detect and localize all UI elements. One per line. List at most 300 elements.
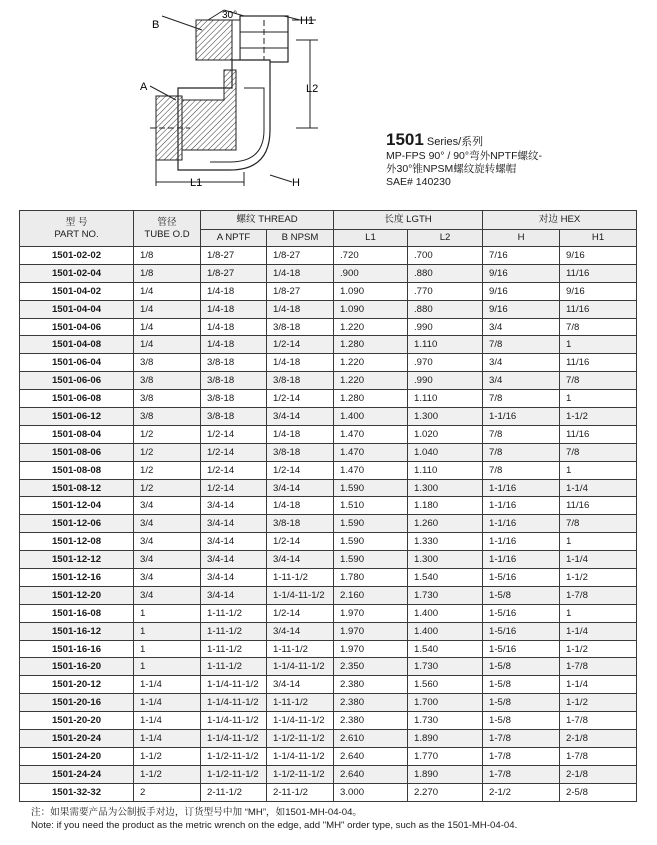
cell-a-nptf: 3/8-18	[201, 372, 267, 390]
cell-tube-od: 3/4	[134, 497, 201, 515]
cell-tube-od: 3/4	[134, 515, 201, 533]
cell-h: 1-5/16	[483, 640, 560, 658]
table-row	[20, 551, 637, 569]
cell-h: 1-1/16	[483, 479, 560, 497]
cell-tube-od: 1	[134, 658, 201, 676]
cell-tube-od: 1/4	[134, 300, 201, 318]
cell-h1: 11/16	[560, 497, 637, 515]
table-row	[20, 694, 637, 712]
cell-l1: 1.220	[334, 318, 408, 336]
cell-b-npsm: 3/8-18	[267, 443, 334, 461]
series-number: 1501	[386, 130, 424, 149]
cell-a-nptf: 1/4-18	[201, 300, 267, 318]
header-length: 长度 LGTH	[334, 211, 483, 230]
cell-part-no: 1501-06-04	[20, 354, 134, 372]
cell-b-npsm: 1/4-18	[267, 425, 334, 443]
cell-l1: 1.280	[334, 336, 408, 354]
cell-tube-od: 1-1/4	[134, 730, 201, 748]
cell-a-nptf: 1-11-1/2	[201, 622, 267, 640]
cell-a-nptf: 1/2-14	[201, 443, 267, 461]
cell-part-no: 1501-32-32	[20, 783, 134, 801]
cell-a-nptf: 1/8-27	[201, 264, 267, 282]
cell-tube-od: 1	[134, 640, 201, 658]
header-h: H	[483, 230, 560, 247]
cell-h1: 1	[560, 336, 637, 354]
cell-tube-od: 3/8	[134, 408, 201, 426]
cell-part-no: 1501-04-04	[20, 300, 134, 318]
header-part-cn: 型 号	[65, 216, 88, 228]
cell-h: 1-7/8	[483, 747, 560, 765]
fitting-drawing	[120, 0, 360, 200]
cell-h1: 1	[560, 461, 637, 479]
cell-l1: 2.380	[334, 694, 408, 712]
table-row	[20, 247, 637, 265]
cell-part-no: 1501-12-20	[20, 586, 134, 604]
cell-l2: 1.330	[408, 533, 483, 551]
cell-b-npsm: 1-1/2-11-1/2	[267, 730, 334, 748]
product-title-block	[386, 130, 542, 189]
cell-b-npsm: 1/2-14	[267, 461, 334, 479]
cell-l2: .990	[408, 318, 483, 336]
cell-a-nptf: 3/4-14	[201, 551, 267, 569]
cell-part-no: 1501-24-20	[20, 747, 134, 765]
cell-part-no: 1501-16-08	[20, 604, 134, 622]
cell-l1: 1.220	[334, 354, 408, 372]
table-row	[20, 586, 637, 604]
cell-h1: 1	[560, 604, 637, 622]
cell-b-npsm: 3/8-18	[267, 318, 334, 336]
cell-l1: 1.090	[334, 282, 408, 300]
header-part-no	[20, 211, 134, 247]
header-h1: H1	[560, 230, 637, 247]
cell-l2: 1.260	[408, 515, 483, 533]
a-label: A	[140, 81, 148, 93]
l1-label: L1	[190, 177, 203, 189]
h1-label: H1	[300, 15, 315, 27]
header-tube-cn: 管径	[157, 216, 177, 228]
cell-l1: 1.470	[334, 443, 408, 461]
cell-part-no: 1501-16-20	[20, 658, 134, 676]
cell-h1: 11/16	[560, 425, 637, 443]
cell-b-npsm: 1-11-1/2	[267, 694, 334, 712]
l2-label: L2	[306, 83, 319, 95]
cell-l1: 1.970	[334, 640, 408, 658]
cell-h: 1-5/16	[483, 569, 560, 587]
cell-l1: 1.470	[334, 461, 408, 479]
cell-l2: 1.400	[408, 604, 483, 622]
cell-h: 1-7/8	[483, 765, 560, 783]
table-row	[20, 497, 637, 515]
cell-a-nptf: 1/2-14	[201, 461, 267, 479]
cell-l1: 2.160	[334, 586, 408, 604]
cell-h: 3/4	[483, 372, 560, 390]
cell-l1: 2.640	[334, 765, 408, 783]
table-row	[20, 264, 637, 282]
cell-b-npsm: 1/2-14	[267, 604, 334, 622]
table-row	[20, 443, 637, 461]
cell-l2: .880	[408, 264, 483, 282]
cell-h1: 11/16	[560, 300, 637, 318]
cell-h1: 11/16	[560, 354, 637, 372]
cell-a-nptf: 1-1/4-11-1/2	[201, 676, 267, 694]
cell-tube-od: 1-1/4	[134, 712, 201, 730]
cell-l2: 1.730	[408, 712, 483, 730]
cell-l2: 1.040	[408, 443, 483, 461]
cell-l1: 2.350	[334, 658, 408, 676]
cell-l1: 1.090	[334, 300, 408, 318]
cell-h1: 9/16	[560, 282, 637, 300]
cell-b-npsm: 1/4-18	[267, 497, 334, 515]
cell-tube-od: 1/4	[134, 318, 201, 336]
cell-l1: 1.590	[334, 515, 408, 533]
cell-b-npsm: 1/2-14	[267, 533, 334, 551]
cell-h1: 1-1/4	[560, 622, 637, 640]
cell-h1: 9/16	[560, 247, 637, 265]
cell-h: 7/8	[483, 336, 560, 354]
cell-tube-od: 1-1/4	[134, 676, 201, 694]
cell-b-npsm: 1-11-1/2	[267, 569, 334, 587]
cell-l2: 1.540	[408, 569, 483, 587]
cell-h1: 1-1/2	[560, 569, 637, 587]
cell-tube-od: 1-1/2	[134, 765, 201, 783]
cell-part-no: 1501-04-06	[20, 318, 134, 336]
cell-l1: 3.000	[334, 783, 408, 801]
order-note	[31, 806, 641, 832]
cell-h: 3/4	[483, 318, 560, 336]
cell-h1: 1-1/4	[560, 551, 637, 569]
cell-a-nptf: 1/2-14	[201, 425, 267, 443]
cell-b-npsm: 1-1/4-11-1/2	[267, 658, 334, 676]
cell-l2: 1.110	[408, 461, 483, 479]
cell-l2: 1.110	[408, 336, 483, 354]
cell-h1: 2-1/8	[560, 730, 637, 748]
table-row	[20, 604, 637, 622]
cell-l1: .720	[334, 247, 408, 265]
cell-part-no: 1501-08-06	[20, 443, 134, 461]
cell-l1: 2.380	[334, 712, 408, 730]
cell-tube-od: 1/2	[134, 425, 201, 443]
table-row	[20, 425, 637, 443]
header-hex: 对边 HEX	[483, 211, 637, 230]
cell-b-npsm: 1-11-1/2	[267, 640, 334, 658]
cell-l1: 1.590	[334, 551, 408, 569]
cell-a-nptf: 3/8-18	[201, 390, 267, 408]
b-label: B	[152, 19, 160, 31]
cell-tube-od: 1/8	[134, 247, 201, 265]
cell-a-nptf: 1/8-27	[201, 247, 267, 265]
cell-part-no: 1501-20-16	[20, 694, 134, 712]
cell-b-npsm: 3/4-14	[267, 551, 334, 569]
cell-h1: 1	[560, 533, 637, 551]
cell-b-npsm: 1/2-14	[267, 336, 334, 354]
header-tube-en: TUBE O.D	[144, 228, 190, 240]
cell-part-no: 1501-12-12	[20, 551, 134, 569]
header-tube-od	[134, 211, 201, 247]
cell-h: 1-1/16	[483, 551, 560, 569]
cell-h1: 1-1/4	[560, 479, 637, 497]
cell-h: 7/8	[483, 443, 560, 461]
cell-a-nptf: 3/4-14	[201, 497, 267, 515]
cell-l2: 1.300	[408, 551, 483, 569]
cell-l1: 2.380	[334, 676, 408, 694]
cell-h1: 7/8	[560, 443, 637, 461]
cell-b-npsm: 2-11-1/2	[267, 783, 334, 801]
table-row	[20, 730, 637, 748]
cell-h: 1-5/8	[483, 586, 560, 604]
cell-a-nptf: 3/4-14	[201, 515, 267, 533]
cell-l2: .990	[408, 372, 483, 390]
table-row	[20, 282, 637, 300]
cell-l2: .770	[408, 282, 483, 300]
cell-h: 7/8	[483, 461, 560, 479]
cell-h: 1-1/16	[483, 533, 560, 551]
cell-tube-od: 1/4	[134, 282, 201, 300]
cell-tube-od: 3/4	[134, 551, 201, 569]
cell-a-nptf: 1-11-1/2	[201, 658, 267, 676]
cell-l2: 1.540	[408, 640, 483, 658]
cell-l2: 1.890	[408, 730, 483, 748]
cell-part-no: 1501-08-12	[20, 479, 134, 497]
cell-tube-od: 1/2	[134, 443, 201, 461]
cell-b-npsm: 1-1/4-11-1/2	[267, 747, 334, 765]
cell-b-npsm: 1/4-18	[267, 300, 334, 318]
cell-l1: 1.510	[334, 497, 408, 515]
cell-a-nptf: 3/8-18	[201, 408, 267, 426]
cell-h: 1-1/16	[483, 497, 560, 515]
cell-part-no: 1501-12-04	[20, 497, 134, 515]
cell-h: 7/8	[483, 390, 560, 408]
cell-part-no: 1501-02-04	[20, 264, 134, 282]
cell-b-npsm: 1/8-27	[267, 247, 334, 265]
table-row	[20, 336, 637, 354]
cell-l2: .700	[408, 247, 483, 265]
cell-l2: 1.020	[408, 425, 483, 443]
cell-a-nptf: 1/4-18	[201, 336, 267, 354]
table-row	[20, 461, 637, 479]
cell-h1: 11/16	[560, 264, 637, 282]
cell-a-nptf: 1-1/4-11-1/2	[201, 694, 267, 712]
cell-h1: 1-7/8	[560, 747, 637, 765]
table-row	[20, 372, 637, 390]
cell-part-no: 1501-12-06	[20, 515, 134, 533]
cell-a-nptf: 1/4-18	[201, 318, 267, 336]
cell-tube-od: 2	[134, 783, 201, 801]
cell-l1: 1.780	[334, 569, 408, 587]
cell-a-nptf: 3/4-14	[201, 569, 267, 587]
cell-l2: 2.270	[408, 783, 483, 801]
cell-h: 1-5/16	[483, 604, 560, 622]
cell-l1: 2.640	[334, 747, 408, 765]
angle-label: 30°	[222, 10, 238, 21]
cell-l1: 1.590	[334, 479, 408, 497]
header-l2: L2	[408, 230, 483, 247]
cell-a-nptf: 1-1/2-11-1/2	[201, 747, 267, 765]
header-a-nptf: A NPTF	[201, 230, 267, 247]
cell-l1: 1.970	[334, 604, 408, 622]
cell-h: 7/16	[483, 247, 560, 265]
cell-h1: 1	[560, 390, 637, 408]
cell-h: 1-5/8	[483, 676, 560, 694]
series-heading	[386, 130, 542, 150]
cell-a-nptf: 2-11-1/2	[201, 783, 267, 801]
cell-part-no: 1501-20-20	[20, 712, 134, 730]
header-b-npsm: B NPSM	[267, 230, 334, 247]
cell-l2: 1.180	[408, 497, 483, 515]
cell-b-npsm: 3/4-14	[267, 676, 334, 694]
table-row	[20, 622, 637, 640]
table-row	[20, 640, 637, 658]
cell-h1: 1-7/8	[560, 712, 637, 730]
cell-l1: 1.280	[334, 390, 408, 408]
cell-part-no: 1501-12-16	[20, 569, 134, 587]
table-row	[20, 712, 637, 730]
cell-h1: 1-7/8	[560, 658, 637, 676]
cell-part-no: 1501-08-08	[20, 461, 134, 479]
cell-a-nptf: 1-11-1/2	[201, 604, 267, 622]
cell-h1: 7/8	[560, 318, 637, 336]
cell-l2: .880	[408, 300, 483, 318]
cell-b-npsm: 3/8-18	[267, 372, 334, 390]
cell-l1: 1.400	[334, 408, 408, 426]
cell-h1: 1-1/2	[560, 694, 637, 712]
cell-b-npsm: 1-1/2-11-1/2	[267, 765, 334, 783]
cell-h1: 7/8	[560, 515, 637, 533]
cell-h1: 2-5/8	[560, 783, 637, 801]
cell-h: 1-5/8	[483, 712, 560, 730]
cell-part-no: 1501-04-08	[20, 336, 134, 354]
header-thread: 螺纹 THREAD	[201, 211, 334, 230]
cell-h: 3/4	[483, 354, 560, 372]
cell-h: 1-5/8	[483, 658, 560, 676]
cell-part-no: 1501-02-02	[20, 247, 134, 265]
cell-l2: 1.700	[408, 694, 483, 712]
cell-h: 7/8	[483, 425, 560, 443]
cell-b-npsm: 1/4-18	[267, 264, 334, 282]
cell-a-nptf: 1-11-1/2	[201, 640, 267, 658]
cell-h1: 7/8	[560, 372, 637, 390]
table-row	[20, 390, 637, 408]
cell-b-npsm: 3/4-14	[267, 479, 334, 497]
cell-l2: .970	[408, 354, 483, 372]
cell-l2: 1.730	[408, 658, 483, 676]
cell-tube-od: 1/2	[134, 461, 201, 479]
cell-a-nptf: 1/2-14	[201, 479, 267, 497]
cell-h: 9/16	[483, 282, 560, 300]
cell-l1: 1.590	[334, 533, 408, 551]
cell-part-no: 1501-06-08	[20, 390, 134, 408]
table-row	[20, 765, 637, 783]
cell-tube-od: 1-1/2	[134, 747, 201, 765]
cell-l2: 1.890	[408, 765, 483, 783]
cell-h1: 1-1/2	[560, 640, 637, 658]
cell-part-no: 1501-04-02	[20, 282, 134, 300]
cell-b-npsm: 3/8-18	[267, 515, 334, 533]
cell-h1: 2-1/8	[560, 765, 637, 783]
cell-h: 2-1/2	[483, 783, 560, 801]
cell-part-no: 1501-20-12	[20, 676, 134, 694]
cell-tube-od: 1-1/4	[134, 694, 201, 712]
cell-l1: .900	[334, 264, 408, 282]
table-row	[20, 408, 637, 426]
cell-a-nptf: 3/8-18	[201, 354, 267, 372]
spec-table-body	[20, 247, 637, 802]
table-row	[20, 658, 637, 676]
cell-b-npsm: 1/2-14	[267, 390, 334, 408]
cell-tube-od: 3/8	[134, 372, 201, 390]
cell-tube-od: 1	[134, 622, 201, 640]
cell-part-no: 1501-06-12	[20, 408, 134, 426]
spec-table	[19, 210, 637, 802]
cell-h: 1-1/16	[483, 408, 560, 426]
cell-l2: 1.730	[408, 586, 483, 604]
cell-h: 9/16	[483, 300, 560, 318]
order-note-en: Note: if you need the product as the metric wrench on the edge, add "MH" order type, such as the 1501-MH-04-04.	[31, 820, 518, 831]
cell-tube-od: 1	[134, 604, 201, 622]
table-row	[20, 515, 637, 533]
cell-l2: 1.770	[408, 747, 483, 765]
swivel-nut	[196, 16, 288, 62]
h-label: H	[292, 177, 300, 189]
table-row	[20, 676, 637, 694]
cell-l2: 1.560	[408, 676, 483, 694]
cell-part-no: 1501-06-06	[20, 372, 134, 390]
cell-a-nptf: 1-1/4-11-1/2	[201, 712, 267, 730]
cell-part-no: 1501-08-04	[20, 425, 134, 443]
cell-tube-od: 3/4	[134, 586, 201, 604]
cell-part-no: 1501-16-12	[20, 622, 134, 640]
cell-part-no: 1501-24-24	[20, 765, 134, 783]
cell-a-nptf: 1-1/4-11-1/2	[201, 730, 267, 748]
cell-part-no: 1501-12-08	[20, 533, 134, 551]
cell-l2: 1.300	[408, 479, 483, 497]
cell-h: 1-5/8	[483, 694, 560, 712]
cell-b-npsm: 1-1/4-11-1/2	[267, 712, 334, 730]
title-line-2: 外30°锥NPSM螺纹旋转螺帽	[386, 163, 517, 175]
table-row	[20, 783, 637, 801]
cell-tube-od: 1/8	[134, 264, 201, 282]
table-row	[20, 318, 637, 336]
cell-b-npsm: 3/4-14	[267, 408, 334, 426]
cell-l2: 1.300	[408, 408, 483, 426]
table-row	[20, 300, 637, 318]
cell-b-npsm: 1-1/4-11-1/2	[267, 586, 334, 604]
header-l1: L1	[334, 230, 408, 247]
title-line-1: MP-FPS 90° / 90°弯外NPTF螺纹-	[386, 150, 543, 162]
header-part-en: PART NO.	[54, 228, 99, 240]
cell-h: 1-1/16	[483, 515, 560, 533]
table-row	[20, 533, 637, 551]
cell-tube-od: 1/2	[134, 479, 201, 497]
cell-h1: 1-1/4	[560, 676, 637, 694]
cell-l2: 1.400	[408, 622, 483, 640]
cell-l1: 1.470	[334, 425, 408, 443]
cell-a-nptf: 1/4-18	[201, 282, 267, 300]
table-row	[20, 354, 637, 372]
cell-a-nptf: 3/4-14	[201, 586, 267, 604]
table-row	[20, 479, 637, 497]
cell-b-npsm: 1/4-18	[267, 354, 334, 372]
series-suffix: Series/系列	[426, 136, 484, 148]
cell-l2: 1.110	[408, 390, 483, 408]
table-row	[20, 747, 637, 765]
table-row	[20, 569, 637, 587]
cell-l1: 2.610	[334, 730, 408, 748]
title-line-3: SAE# 140230	[386, 176, 451, 188]
cell-b-npsm: 1/8-27	[267, 282, 334, 300]
cell-b-npsm: 3/4-14	[267, 622, 334, 640]
cell-tube-od: 1/4	[134, 336, 201, 354]
cell-h: 1-5/16	[483, 622, 560, 640]
